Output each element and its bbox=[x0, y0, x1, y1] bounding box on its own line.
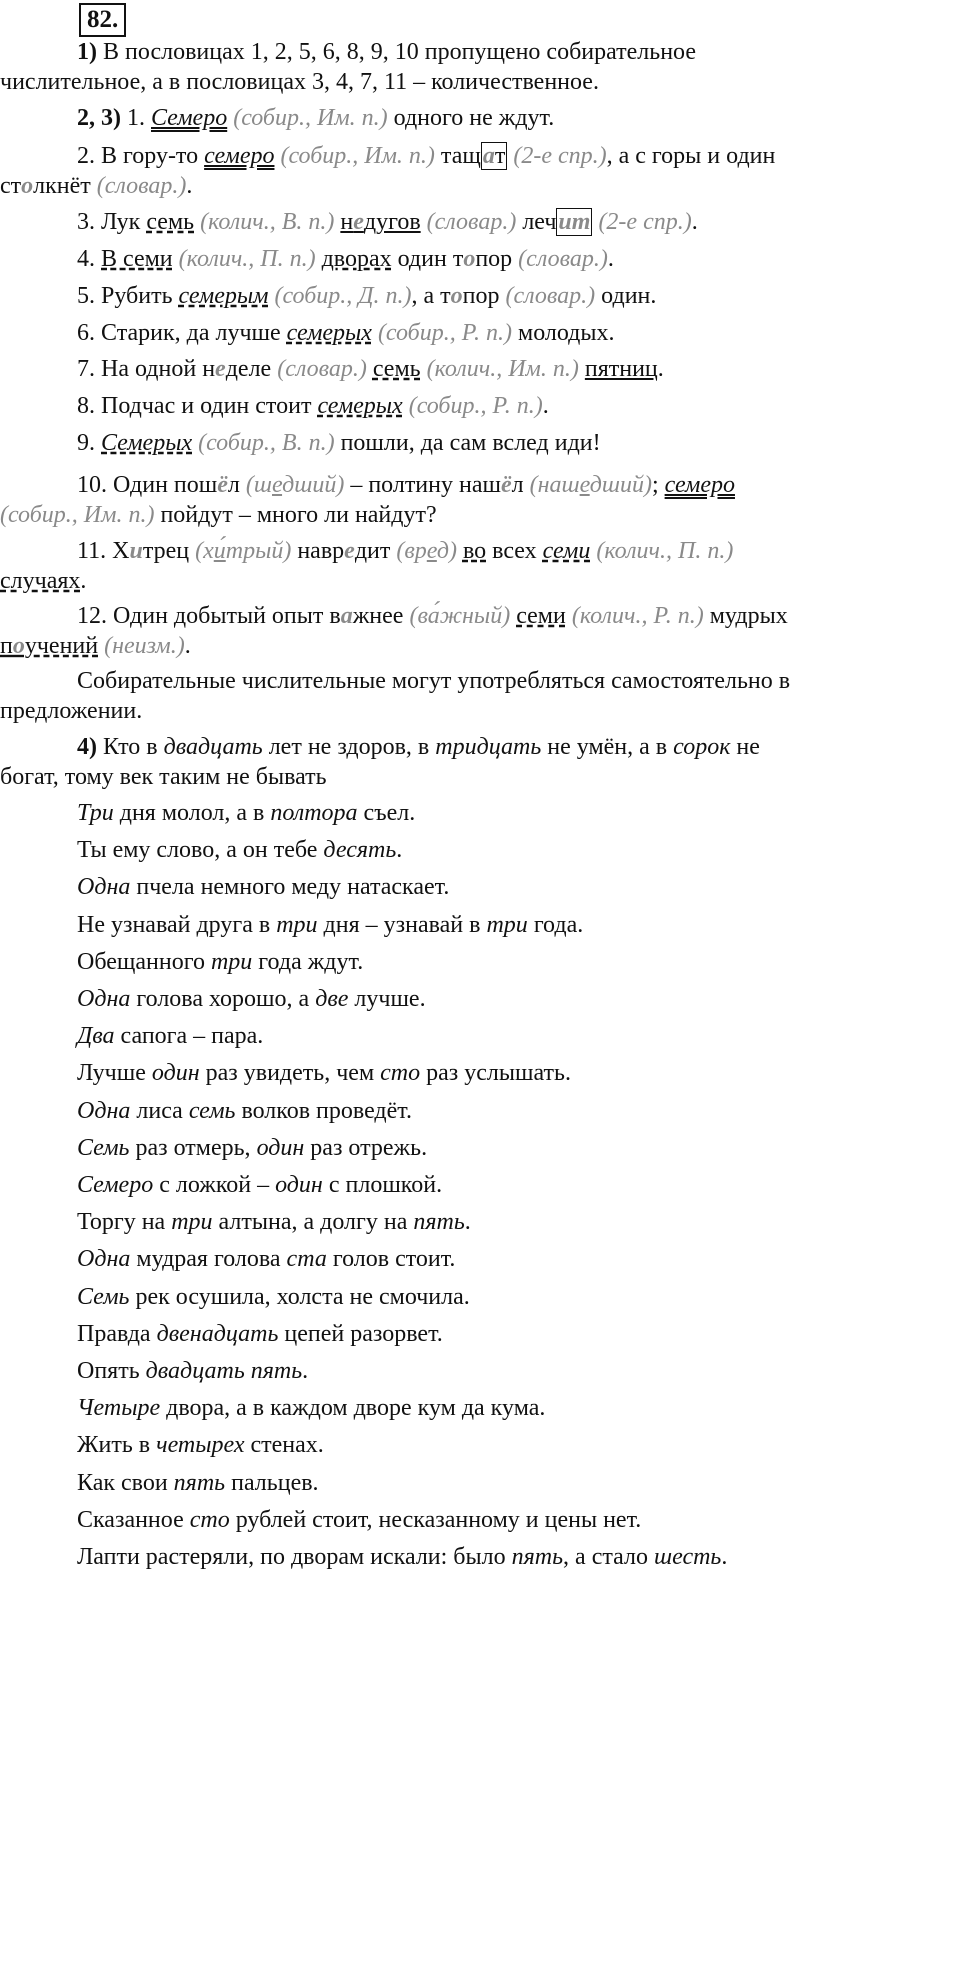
sentence-5: 5. Рубить семерым (собир., Д. п.), а топор (словар.) один. bbox=[77, 283, 657, 309]
text: голова хорошо, а bbox=[130, 986, 316, 1012]
text: раз отрежь. bbox=[304, 1134, 428, 1161]
text: с ложкой – bbox=[153, 1172, 276, 1198]
text: цепей разорвет. bbox=[278, 1320, 443, 1347]
proverb-line bbox=[0, 797, 960, 829]
sentence-6: 6. Старик, да лучше семерых (собир., Р. п.) молодых. bbox=[77, 320, 615, 346]
proverb-line bbox=[0, 983, 960, 1015]
text: рублей стоит, несказанному и цены нет. bbox=[229, 1506, 642, 1533]
exercise-number: 82. bbox=[79, 3, 126, 37]
text: . bbox=[302, 1358, 309, 1384]
proverb-line bbox=[0, 1095, 960, 1127]
sentence-2-line2: столкнёт (словар.). bbox=[0, 173, 193, 199]
numeral: пять bbox=[413, 1209, 465, 1236]
text: Лучше bbox=[77, 1060, 152, 1087]
proverb-line bbox=[0, 1169, 960, 1201]
proverb-line bbox=[0, 1132, 960, 1164]
numeral: один bbox=[256, 1134, 305, 1161]
sentence-7: 7. На одной неделе (словар.) семь (колич., Им. п.) пятниц. bbox=[77, 356, 664, 382]
answer-4-line2: богат, тому век таким не бывать bbox=[0, 764, 327, 790]
proverb-line bbox=[0, 1355, 960, 1387]
proverb-line bbox=[0, 1429, 960, 1461]
text: стенах. bbox=[244, 1432, 324, 1459]
numeral: Семь bbox=[77, 1134, 130, 1161]
proverb-line bbox=[0, 1467, 960, 1499]
numeral: Два bbox=[77, 1023, 115, 1050]
sentence-12-line1: 12. Один добытый опыт важнее (ва́жный) семи (колич., Р. п.) мудрых bbox=[77, 603, 788, 629]
text: волков проведёт. bbox=[235, 1097, 412, 1124]
proverb-line bbox=[0, 1243, 960, 1275]
text: пальцев. bbox=[225, 1469, 319, 1496]
answer-4-line1: 4) Кто в двадцать лет не здоров, в тридцать не умён, а в сорок не bbox=[77, 734, 760, 760]
sentence-10-line2: (собир., Им. п.) пойдут – много ли найдут? bbox=[0, 502, 437, 528]
text: , а стало bbox=[563, 1544, 654, 1570]
numeral: двадцать пять bbox=[145, 1358, 303, 1384]
numeral: один bbox=[151, 1060, 200, 1087]
note-line2: предложении. bbox=[0, 698, 143, 724]
sentence-1: 2, 3) 1. Семеро (собир., Им. п.) одного не ждут. bbox=[77, 105, 555, 131]
text: Не узнавай друга в bbox=[77, 911, 277, 938]
sentence-9: 9. Семерых (собир., В. п.) пошли, да сам вслед иди! bbox=[77, 430, 601, 456]
text: Ты ему слово, а он тебе bbox=[77, 837, 324, 864]
sentence-3: 3. Лук семь (колич., В. п.) недугов (словар.) лечит (2-е спр.). bbox=[77, 209, 698, 235]
text: съел. bbox=[357, 800, 416, 826]
numeral: сто bbox=[189, 1506, 230, 1533]
numeral: две bbox=[315, 986, 349, 1012]
proverb-line bbox=[0, 1057, 960, 1089]
text: лиса bbox=[130, 1097, 189, 1124]
text: года ждут. bbox=[252, 948, 364, 975]
numeral: полтора bbox=[270, 800, 358, 826]
text: . bbox=[721, 1544, 728, 1570]
proverb-line bbox=[0, 1392, 960, 1424]
proverb-line bbox=[0, 834, 960, 866]
numeral: один bbox=[275, 1172, 323, 1198]
text: Лапти растеряли, по дворам искали: было bbox=[77, 1544, 512, 1570]
numeral: Четыре bbox=[77, 1395, 161, 1422]
proverb-line bbox=[0, 1281, 960, 1313]
numeral: Семеро bbox=[77, 1172, 154, 1198]
proverb-line bbox=[0, 1206, 960, 1238]
text: дня – узнавай в bbox=[317, 911, 487, 938]
numeral: Семь bbox=[77, 1283, 130, 1310]
numeral: три bbox=[276, 911, 318, 938]
text: . bbox=[396, 837, 403, 864]
numeral: пять bbox=[173, 1469, 226, 1496]
proverb-line bbox=[0, 909, 960, 941]
answer-1-line1: 1) В пословицах 1, 2, 5, 6, 8, 9, 10 пропущено собирательное bbox=[77, 39, 697, 65]
text: мудрая голова bbox=[130, 1246, 287, 1273]
sentence-11-line2: случаях. bbox=[0, 568, 87, 594]
text: раз отмерь, bbox=[129, 1134, 257, 1161]
numeral: три bbox=[210, 948, 253, 975]
text: Обещанного bbox=[77, 948, 211, 975]
text: рек осушила, холста не смочила. bbox=[129, 1283, 470, 1310]
numeral: Одна bbox=[77, 874, 131, 901]
text: сапога – пара. bbox=[114, 1023, 264, 1050]
numeral: пять bbox=[511, 1544, 564, 1570]
numeral: Три bbox=[77, 800, 114, 826]
text: раз услышать. bbox=[420, 1060, 571, 1087]
proverb-line bbox=[0, 1318, 960, 1350]
numeral: шесть bbox=[653, 1544, 722, 1570]
text: . bbox=[464, 1209, 471, 1236]
text: Опять bbox=[77, 1358, 146, 1384]
text: года. bbox=[527, 911, 584, 938]
numeral: четырех bbox=[156, 1432, 245, 1459]
numeral: десять bbox=[323, 837, 397, 864]
text: Жить в bbox=[77, 1432, 157, 1459]
text: лучше. bbox=[348, 986, 426, 1012]
proverb-line bbox=[0, 1541, 960, 1573]
numeral: ста bbox=[286, 1246, 327, 1273]
numeral: сто bbox=[380, 1060, 421, 1087]
sentence-2-line1: 2. В гору-то семеро (собир., Им. п.) тащат (2-е спр.), а с горы и один bbox=[77, 143, 776, 169]
answer-1-line2: числительное, а в пословицах 3, 4, 7, 11 – количественное. bbox=[0, 69, 599, 95]
text: Торгу на bbox=[77, 1209, 172, 1236]
numeral: Одна bbox=[77, 1246, 131, 1273]
text: дня молол, а в bbox=[113, 800, 271, 826]
proverb-line bbox=[0, 1020, 960, 1052]
numeral: три bbox=[486, 911, 528, 938]
text: с плошкой. bbox=[322, 1172, 443, 1198]
proverb-line bbox=[0, 946, 960, 978]
sentence-12-line2: поучений (неизм.). bbox=[0, 633, 191, 659]
numeral: Одна bbox=[77, 986, 131, 1012]
sentence-8: 8. Подчас и один стоит семерых (собир., Р. п.). bbox=[77, 393, 549, 419]
proverb-line bbox=[0, 1504, 960, 1536]
note-line1: Собирательные числительные могут употребляться самостоятельно в bbox=[77, 668, 791, 694]
text: Правда bbox=[77, 1320, 157, 1347]
text: алтына, а долгу на bbox=[212, 1209, 414, 1236]
sentence-4: 4. В семи (колич., П. п.) дворах один топор (словар.). bbox=[77, 246, 614, 272]
numeral: Одна bbox=[77, 1097, 131, 1124]
sentence-11-line1: 11. Хитрец (хи́трый) навредит (вред) во всех семи (колич., П. п.) bbox=[77, 538, 734, 564]
numeral: три bbox=[171, 1209, 213, 1236]
numeral: двенадцать bbox=[156, 1320, 279, 1347]
text: голов стоит. bbox=[326, 1246, 456, 1273]
proverb-line bbox=[0, 871, 960, 903]
text: двора, а в каждом дворе кум да кума. bbox=[160, 1395, 546, 1422]
sentence-10-line1: 10. Один пошёл (шедший) – полтину нашёл (нашедший); семеро bbox=[77, 472, 735, 498]
text: раз увидеть, чем bbox=[199, 1060, 381, 1087]
text: пчела немного меду натаскает. bbox=[130, 874, 450, 901]
text: Как свои bbox=[77, 1469, 174, 1496]
text: Сказанное bbox=[77, 1506, 190, 1533]
numeral: семь bbox=[188, 1097, 236, 1124]
